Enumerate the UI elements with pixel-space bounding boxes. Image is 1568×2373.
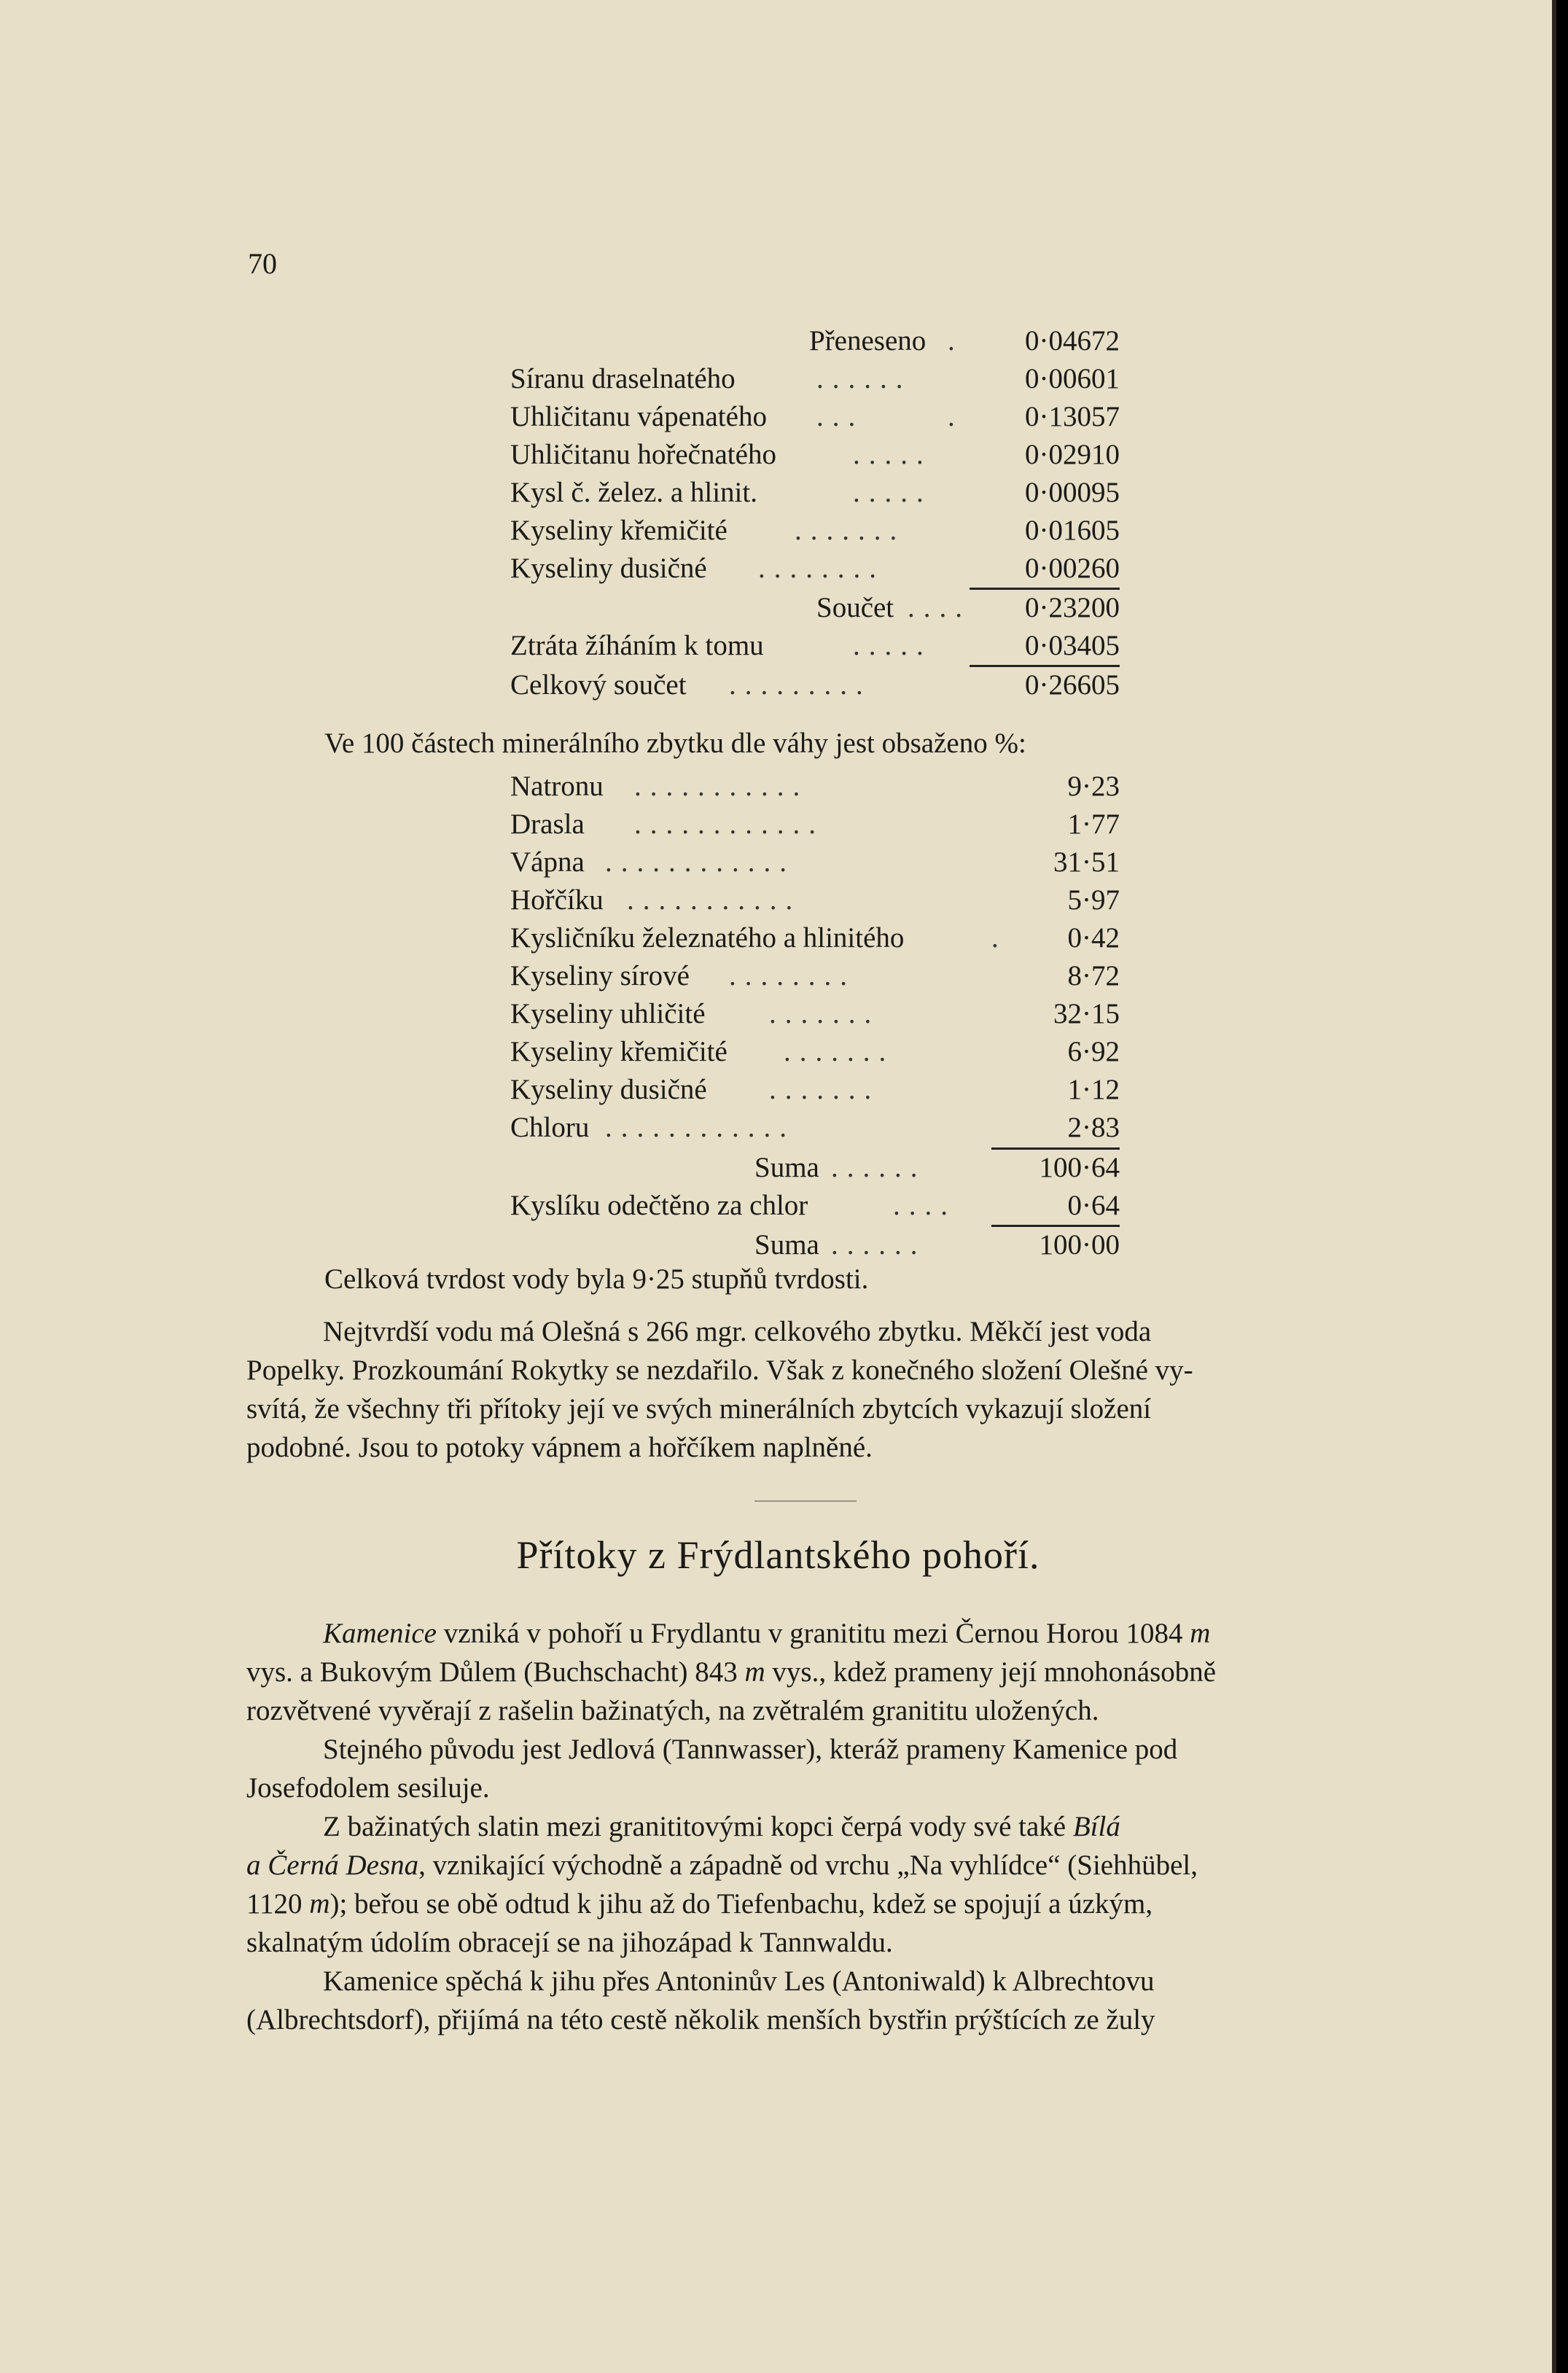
text-span: vys., kdež prameny její mnohonásobně: [765, 1656, 1217, 1688]
paragraph-jedlova: [246, 1730, 1388, 1807]
text-span: Z bažinatých slatin mezi granititovými kopci čerpá vody své také: [323, 1811, 1073, 1842]
text-span: vys. a Bukovým Důlem (Buchschacht) 843: [246, 1656, 745, 1688]
row-value: 100·00: [1039, 1229, 1120, 1260]
paragraph-antoniwald: [246, 1962, 1388, 2039]
table-row: Hořčíku ........... 5·97: [510, 881, 1120, 919]
text-line: [246, 1653, 1388, 1691]
row-value: 8·72: [1067, 960, 1120, 991]
row-label: Chloru: [510, 1112, 590, 1143]
table-row-subtotal: Součet .... 0·23200: [510, 589, 1120, 627]
italic-term: a Černá Desna: [246, 1850, 419, 1881]
row-label: Kysl č. želez. a hlinit.: [510, 477, 757, 508]
text-line: Stejného původu jest Jedlová (Tannwasser), kteráž prameny Kamenice pod: [323, 1734, 1178, 1765]
row-value: 0·42: [1067, 922, 1120, 954]
row-label: Vápna: [510, 846, 585, 878]
row-label: Suma: [754, 1229, 819, 1260]
text-line: (Albrechtsdorf), přijímá na této cestě několik menších bystřin prýštících ze žuly: [246, 2004, 1155, 2035]
table-row: Kyseliny dusičné ........ 0·00260: [510, 550, 1120, 588]
text-span: , vznikající východně a západně od vrchu „Na vyhlídce“ (Siehhübel,: [418, 1850, 1198, 1881]
row-label: Kyseliny uhličité: [510, 998, 706, 1029]
row-label: Uhličitanu hořečnatého: [510, 439, 776, 470]
paragraph-hardness: [246, 1312, 1388, 1467]
paragraph-desna: [246, 1807, 1388, 1962]
row-label: Suma: [754, 1152, 819, 1183]
section-heading: Přítoky z Frýdlantského pohoří.: [516, 1533, 1040, 1577]
row-label: Součet: [816, 592, 894, 623]
row-value: 31·51: [1053, 846, 1120, 878]
row-value: 6·92: [1067, 1036, 1120, 1067]
table-row: Vápna ............ 31·51: [510, 843, 1120, 881]
row-value: 0·04672: [1025, 325, 1120, 356]
row-value: 0·64: [1067, 1190, 1120, 1221]
row-value: 100·64: [1039, 1152, 1120, 1183]
table-row-sum: Suma ...... 100·64: [510, 1149, 1120, 1187]
text-span: vzniká v pohoří u Frydlantu v granititu mezi Černou Horou 1084: [436, 1618, 1190, 1649]
row-value: 0·13057: [1025, 401, 1120, 432]
row-label: Síranu draselnatého: [510, 363, 736, 394]
row-label: Drasla: [510, 808, 585, 840]
section-separator: [754, 1500, 857, 1502]
row-label: Kyseliny sírové: [510, 960, 690, 991]
table-row-sum: Suma ...... 100·00: [510, 1226, 1120, 1264]
row-label: Kyseliny dusičné: [510, 553, 707, 584]
row-label: Přeneseno: [809, 325, 927, 356]
table-row-total: Celkový součet ......... 0·26605: [510, 666, 1120, 704]
row-label: Kyseliny křemičité: [510, 515, 728, 546]
table-row: Kysličníku železnatého a hlinitého . 0·42: [510, 919, 1120, 957]
table-row: Drasla ............ 1·77: [510, 806, 1120, 843]
text-span: 1120: [246, 1888, 310, 1920]
row-value: 0·00260: [1025, 553, 1120, 584]
table-row: Uhličitanu vápenatého ... . 0·13057: [510, 398, 1120, 436]
table-row-carried: Přeneseno . 0·04672: [510, 322, 1120, 360]
text-line: svítá, že všechny tři přítoky její ve svých minerálních zbytcích vykazují složení: [246, 1393, 1152, 1425]
text-line: skalnatým údolím obracejí se na jihozápad k Tannwaldu.: [246, 1927, 893, 1958]
text-line: podobné. Jsou to potoky vápnem a hořčíkem naplněné.: [246, 1432, 873, 1463]
table-row: Kyseliny dusičné ....... 1·12: [510, 1071, 1120, 1109]
text-line: Kamenice spěchá k jihu přes Antoninův Les (Antoniwald) k Albrechtovu: [323, 1965, 1155, 1997]
row-value: 0·00601: [1025, 363, 1120, 394]
italic-unit: m: [309, 1888, 330, 1920]
row-label: Uhličitanu vápenatého: [510, 401, 767, 432]
table-row: Kysl č. želez. a hlinit. ..... 0·00095: [510, 474, 1120, 512]
row-label: Ztráta žíháním k tomu: [510, 630, 764, 661]
row-label: Celkový součet: [510, 669, 687, 701]
intro-text: Ve 100 částech minerálního zbytku dle váhy jest obsaženo %:: [324, 728, 1026, 759]
row-value: 1·12: [1067, 1074, 1120, 1105]
intro-line: [324, 724, 1345, 763]
row-value: 0·00095: [1025, 477, 1120, 508]
table-row: Chloru ............ 2·83: [510, 1109, 1120, 1147]
text-line: [246, 1807, 1388, 1846]
book-spine-edge: [1552, 0, 1556, 2373]
row-value: 0·01605: [1025, 515, 1120, 546]
text-line: Josefodolem sesiluje.: [246, 1772, 490, 1804]
row-value: 32·15: [1053, 998, 1120, 1029]
row-label: Kyslíku odečtěno za chlor: [510, 1190, 808, 1221]
italic-term: Bílá: [1072, 1811, 1120, 1842]
row-value: 0·02910: [1025, 439, 1120, 470]
table-row: Natronu ........... 9·23: [510, 768, 1120, 806]
table-row-chlor: Kyslíku odečtěno za chlor .... 0·64: [510, 1187, 1120, 1225]
row-value: 1·77: [1067, 808, 1120, 840]
table-row-loss: Ztráta žíháním k tomu ..... 0·03405: [510, 627, 1120, 665]
table-row: Kyseliny křemičité ....... 6·92: [510, 1033, 1120, 1071]
paragraph-kamenice: [246, 1614, 1388, 1730]
table-row: Uhličitanu hořečnatého ..... 0·02910: [510, 436, 1120, 474]
page-number: 70: [248, 247, 277, 280]
row-value: 9·23: [1067, 771, 1120, 802]
hardness-text: Celková tvrdost vody byla 9·25 stupňů tvrdosti.: [324, 1263, 869, 1295]
row-label: Kysličníku železnatého a hlinitého: [510, 922, 905, 954]
row-value: 0·26605: [1025, 669, 1120, 701]
table-row: Kyseliny sírové ........ 8·72: [510, 957, 1120, 995]
italic-term: Kamenice: [323, 1618, 437, 1649]
italic-unit: m: [744, 1656, 765, 1688]
table-row: Kyseliny uhličité ....... 32·15: [510, 995, 1120, 1033]
row-label: Natronu: [510, 771, 604, 802]
row-label: Hořčíku: [510, 884, 604, 916]
row-value: 0·03405: [1025, 630, 1120, 661]
text-line: rozvětvené vyvěrají z rašelin bažinatých, na zvětralém granititu uložených.: [246, 1695, 1099, 1726]
text-span: ); beřou se obě odtud k jihu až do Tiefenbachu, kdež se spojují a úzkým,: [329, 1888, 1153, 1920]
table-row: Síranu draselnatého ...... 0·00601: [510, 360, 1120, 398]
text-line: Popelky. Prozkoumání Rokytky se nezdařilo. Však z konečného složení Olešné vy-: [246, 1355, 1193, 1386]
text-line: [246, 1885, 1388, 1923]
row-value: 2·83: [1067, 1112, 1120, 1143]
text-line: [246, 1846, 1388, 1885]
row-value: 0·23200: [1025, 592, 1120, 623]
row-value: 5·97: [1067, 884, 1120, 916]
table-row: Kyseliny křemičité ....... 0·01605: [510, 512, 1120, 550]
italic-unit: m: [1190, 1618, 1211, 1649]
row-label: Kyseliny křemičité: [510, 1036, 728, 1067]
text-line: [246, 1614, 1388, 1653]
row-label: Kyseliny dusičné: [510, 1074, 707, 1105]
text-line: Nejtvrdší vodu má Olešná s 266 mgr. celkového zbytku. Měkčí jest voda: [323, 1316, 1152, 1347]
hardness-line: [324, 1260, 1466, 1298]
